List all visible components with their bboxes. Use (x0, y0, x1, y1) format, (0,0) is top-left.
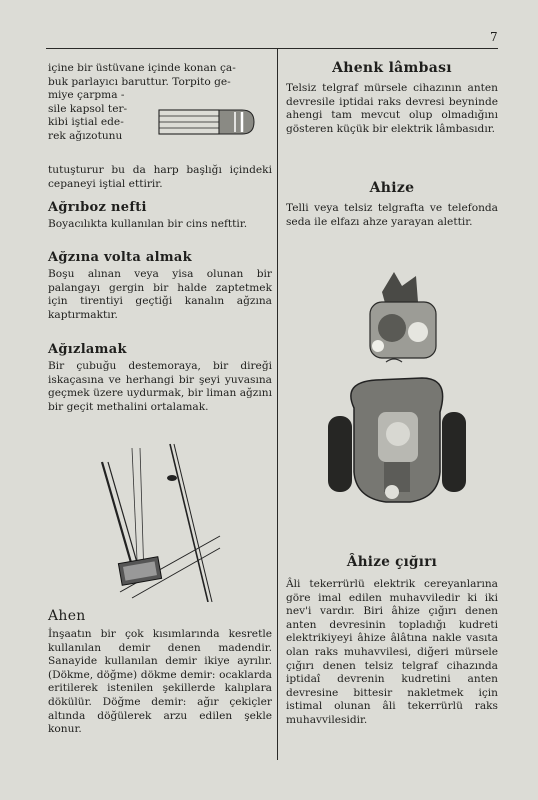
body-agizlamak: Bir çubuğu destemoraya, bir direği iskaçasına ve herhangi bir şeyi yuvasına geçmek üzere uydurmak, bir liman ağzını bir geçit methalini ortalamak. (48, 360, 272, 413)
top-rule (46, 48, 498, 49)
heading-agizlamak: Ağızlamak (48, 342, 127, 357)
torpedo-text (48, 62, 236, 144)
torpedo-line: içine bir üstüvane içinde konan ça- (48, 62, 236, 74)
torpedo-fuse-diagram (158, 104, 258, 140)
receiver-photo (290, 262, 490, 532)
body-ahenk: Telsiz telgraf mürsele cihazının anten devresile iptidai raks devresi beyninde ahengi tam mevcut olup olmadığını gösteren küçük bir elektrik lâmbasıdır. (286, 82, 498, 135)
torpedo-tail: tutuşturur bu da harp başlığı içindeki cepaneyi iştial ettirir. (48, 164, 272, 190)
lever-diagram (80, 442, 230, 602)
torpedo-line: kibi iştial ede- (48, 116, 124, 129)
heading-ahize-cigiri: Âhize çığırı (346, 554, 438, 570)
body-agriboz: Boyacılıkta kullanılan bir cins nefttir. (48, 218, 248, 230)
body-ahen: İnşaatın bir çok kısımlarında kesretle kullanılan demir denen madendir. Sanayide kullanılan demir ikiye ayrılır. (Dökme, döğme) dökme demir: ocaklarda eritilerek istenilen şekillerde kalıplara dökülür. Döğme demir: ağır çekiçler altında döğülerek arzu edilen şekle konur. (48, 628, 272, 736)
body-ahize: Telli veya telsiz telgrafta ve telefonda seda ile elfazı ahze yarayan alettir. (286, 202, 498, 228)
torpedo-line: rek ağızotunu (48, 129, 123, 142)
page-number: 7 (490, 30, 498, 44)
torpedo-line: miye çarpma - (48, 89, 125, 102)
heading-ahen: Ahen (48, 608, 86, 624)
torpedo-line: buk parlayıcı baruttur. Torpito ge- (48, 75, 231, 88)
heading-ahize: Ahize (369, 180, 415, 196)
torpedo-line: sile kapsol ter- (48, 102, 128, 115)
column-rule (277, 48, 278, 760)
body-volta: Boşu alınan veya yisa olunan bir palangayı gergin bir halde zaptetmek için tirentiyi geçtiği kanalın ağzına kaptırmaktır. (48, 268, 272, 321)
heading-agriboz: Ağrıboz nefti (48, 200, 147, 215)
heading-ahenk: Ahenk lâmbası (332, 60, 452, 76)
heading-volta: Ağzına volta almak (48, 250, 192, 265)
body-ahize-cigiri: Âli tekerrürlü elektrik cereyanlarına göre imal edilen muhavviledir ki iki nev'i vardır. Biri âhize çığırı denen anten devresinin topladığı kudreti elektrikiyeyi âhize âlâtına nakle vasıta olan raks muhavvilesi, diğeri mürsele çığırı denen telsiz telgraf cihazında iptidaî devrenin kudretini anten devresine bittesir nakletmek için istimal olunan âli tekerrürlü raks muhavvilesidir. (286, 578, 498, 726)
